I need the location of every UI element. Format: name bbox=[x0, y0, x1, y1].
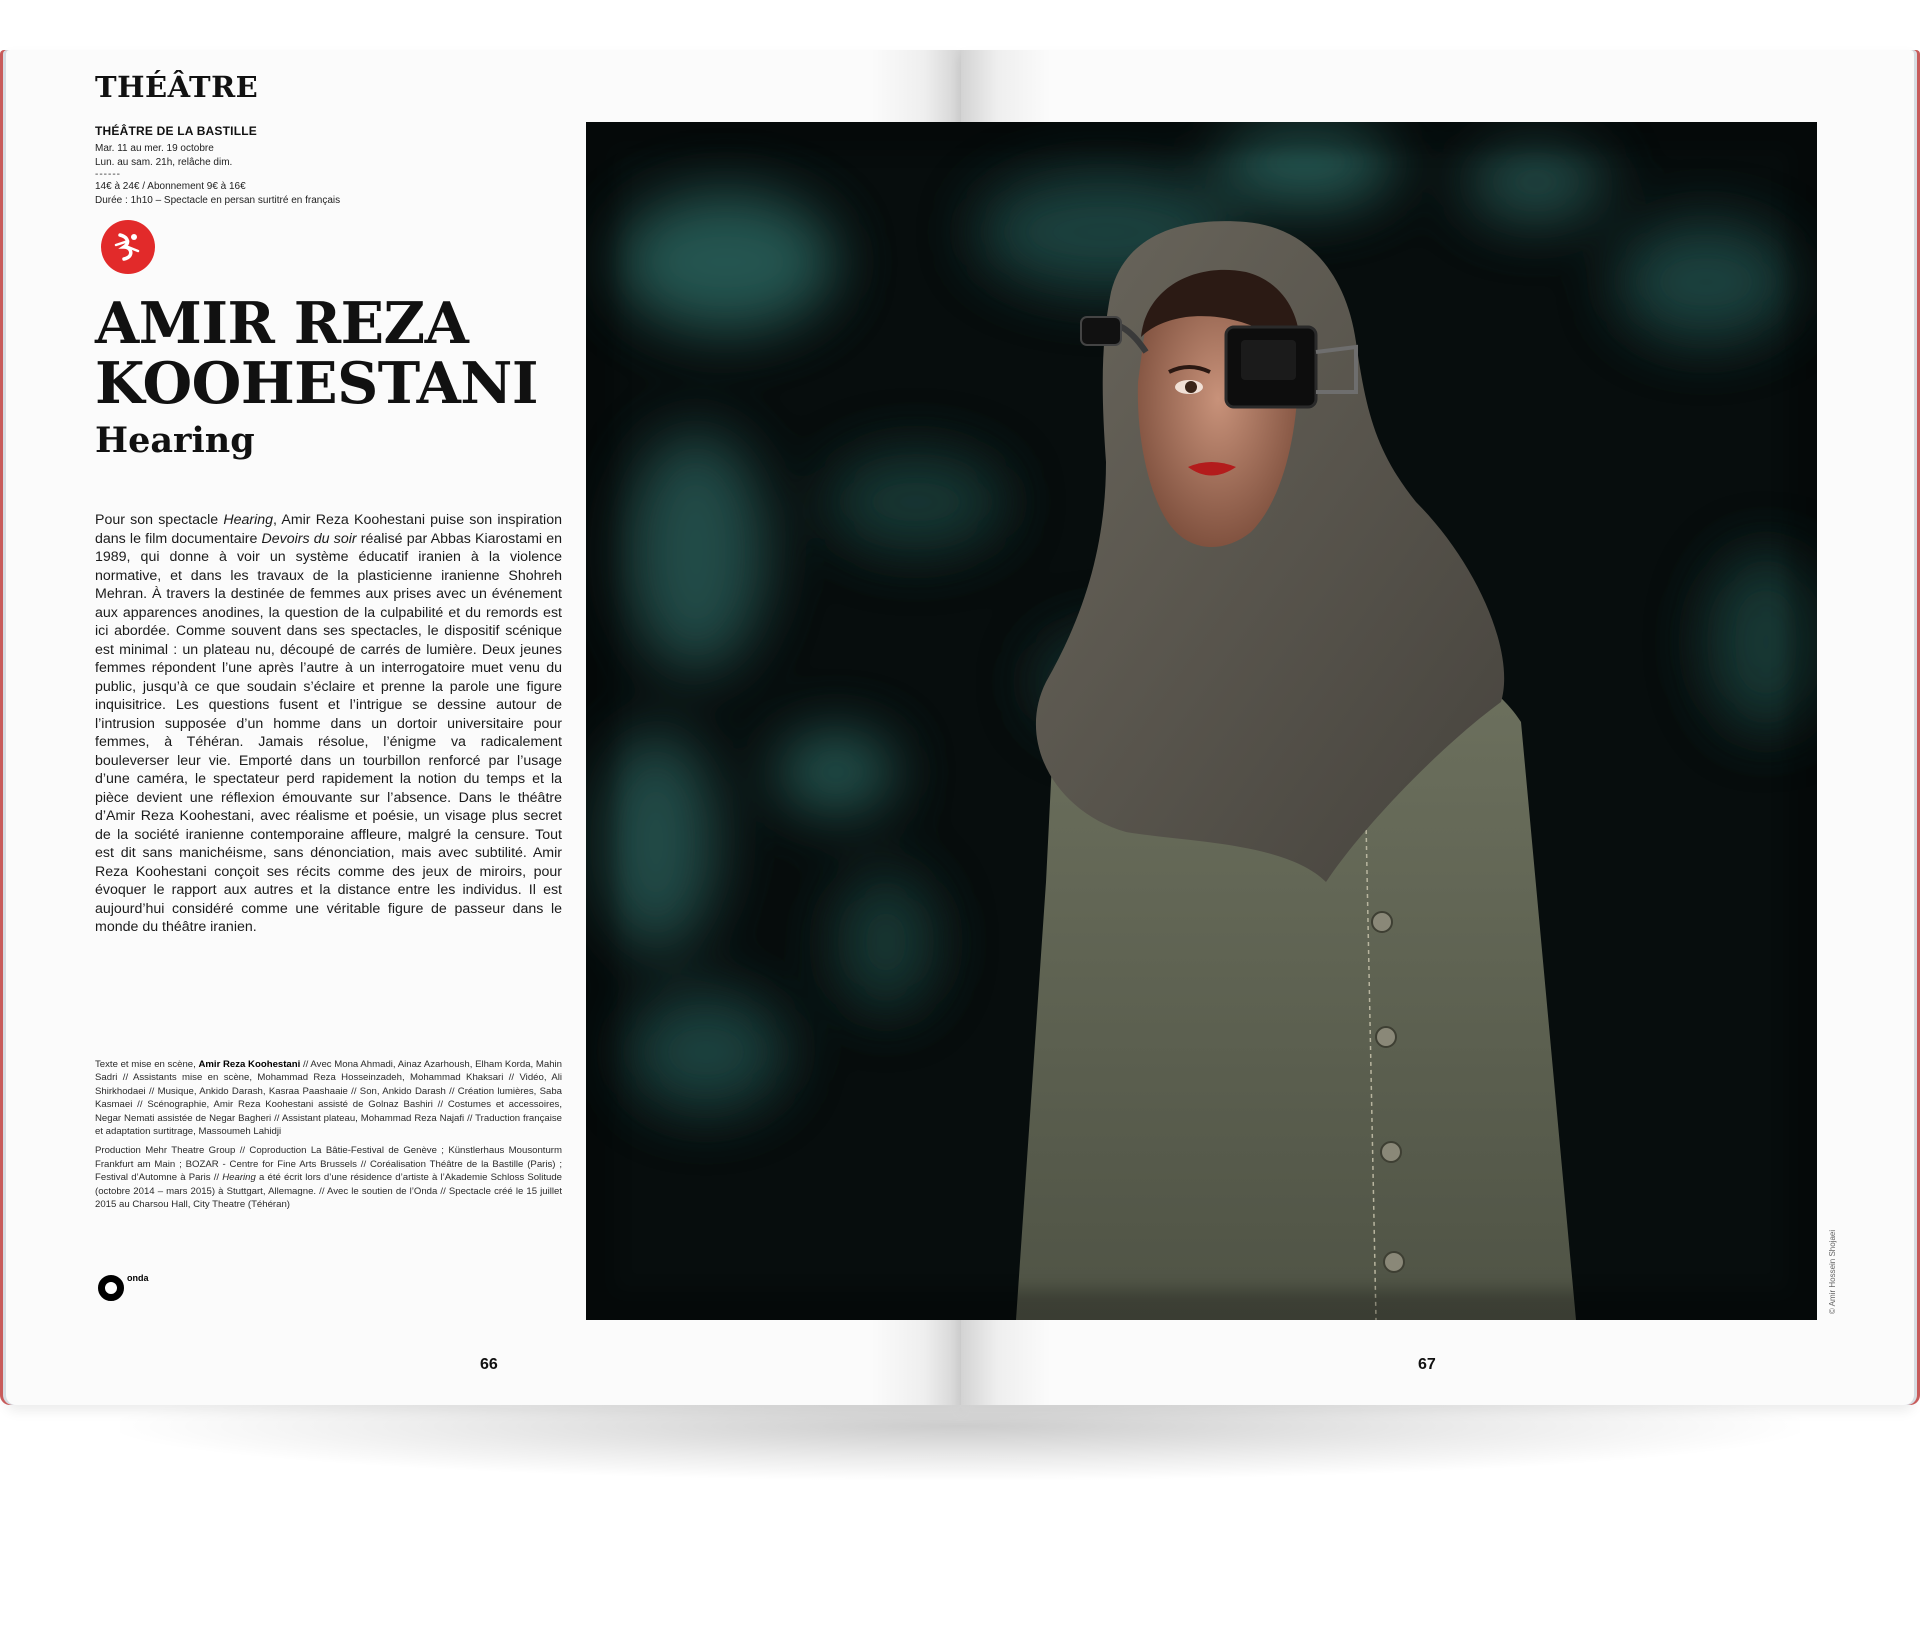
section-title: THÉÂTRE bbox=[95, 70, 259, 104]
photo-credit: © Amir Hossein Shojaei bbox=[1828, 1229, 1837, 1314]
performance-photo bbox=[586, 122, 1817, 1320]
performance-photo-illustration bbox=[586, 122, 1817, 1320]
show-title: Hearing bbox=[95, 420, 255, 461]
artist-name-line-1: AMIR REZA bbox=[95, 290, 469, 357]
page-number-right: 67 bbox=[1418, 1356, 1436, 1373]
page-number-left: 66 bbox=[480, 1356, 498, 1373]
article-column bbox=[95, 70, 562, 937]
bastille-logo-glyph bbox=[108, 227, 148, 267]
event-schedule: Lun. au sam. 21h, relâche dim. bbox=[95, 157, 233, 168]
article-body-show-title: Hearing bbox=[223, 512, 274, 528]
onda-ring-icon bbox=[98, 1275, 124, 1301]
eye-iris bbox=[1185, 381, 1197, 393]
article-body-part: réalisé par Abbas Kiarostami en 1989, qui donne à voir un système éducatif iranien à la violence normative, et dans les travaux de la plasticienne iranienne Shohreh Mehran. À travers la destinée de femmes aux prises avec un événement aux apparences anodines, la question de la culpabilité et du remords est ici abordée. Comme souvent dans ses spectacles, le dispositif scénique est minimal : un plateau nu, découpé de carrés de lumière. Deux jeunes femmes répondent l’une après l’autre à un interrogatoire muet venu du public, jusqu’à ce que soudain s’éclaire et prenne la parole une figure inquisitrice. Les questions fusent et l’intrigue se dessine autour de l’intrusion supposée d’un homme dans un dortoir universitaire pour femmes, à Téhéran. Jamais résolue, l’énigme va radicalement bouleverser leur vie. Emporté dans un tourbillon renforcé par l’usage d’une caméra, le spectateur perd rapidement la notion du temps et la pièce devient une réflexion émouvante sur l’absence. Dans le théâtre d’Amir Reza Koohestani, avec réalisme et poésie, un visage plus secret de la société iranienne contemporaine affleure, malgré la censure. Tout est dit sans manichéisme, sans dénonciation, mais avec subtilité. Amir Reza Koohestani conçoit ses récits comme des jeux de miroirs, pour évoquer le rapport aux autres et la distance entre les individus. Il est aujourd’hui considéré comme une véritable figure de passeur dans le monde du théâtre iranien. bbox=[95, 530, 563, 935]
info-separator: ------ bbox=[95, 169, 121, 180]
article-body-part: , Amir Reza Koohestani puise son inspiration dans le film documentaire bbox=[95, 512, 562, 547]
artist-name-line-2: KOOHESTANI bbox=[95, 350, 539, 417]
venue-name: THÉÂTRE DE LA BASTILLE bbox=[95, 124, 257, 138]
bastille-logo-icon bbox=[101, 220, 155, 274]
event-dates: Mar. 11 au mer. 19 octobre bbox=[95, 143, 214, 154]
credits-production-title: Hearing bbox=[222, 1172, 256, 1184]
credits-block bbox=[95, 1058, 562, 1217]
credits-production bbox=[95, 1144, 562, 1211]
event-prices: 14€ à 24€ / Abonnement 9€ à 16€ bbox=[95, 181, 246, 192]
onda-logo bbox=[98, 1275, 149, 1301]
article-body-film-title: Devoirs du soir bbox=[261, 530, 357, 547]
article-body bbox=[95, 511, 562, 937]
credits-lead: Texte et mise en scène, bbox=[95, 1059, 199, 1070]
event-duration: Durée : 1h10 – Spectacle en persan surtitré en français bbox=[95, 195, 341, 206]
artist-name bbox=[95, 290, 562, 417]
article-body-part: Pour son spectacle bbox=[95, 512, 224, 528]
credits-director: Amir Reza Koohestani bbox=[198, 1059, 301, 1070]
onda-label: onda bbox=[127, 1273, 149, 1283]
credits-production-part: Production Mehr Theatre Group // Coproduction La Bâtie-Festival de Genève ; Künstlerhaus Mousonturm Frankfurt am Main ; BOZAR - Centre for Fine Arts Brussels // Coréalisation Théâtre de la Bastille (Paris) ; Festival d’Automne à Paris // bbox=[95, 1145, 562, 1184]
credits-cast-list: // Avec Mona Ahmadi, Ainaz Azarhoush, Elham Korda, Mahin Sadri // Assistants mise en scène, Mohammad Reza Hosseinzadeh, Mohammad Khaksari // Vidéo, Ali Shirkhodaei // Musique, Ankido Darash, Kasraa Paashaaie // Son, Ankido Darash // Création lumières, Saba Kasmaei // Scénographie, Amir Reza Koohestani assisté de Golnaz Bashiri // Costumes et accessoires, Negar Nemati assistée de Negar Bagheri // Assistant plateau, Mohammad Reza Najafi // Traduction française et adaptation surtitrage, Massoumeh Lahidji bbox=[95, 1059, 562, 1138]
credits-cast bbox=[95, 1058, 562, 1138]
credits-production-part: a été écrit lors d’une résidence d’artiste à l’Akademie Schloss Solitude (octobre 2014 – mars 2015) à Stuttgart, Allemagne. // Avec le soutien de l’Onda // Spectacle créé le 15 juillet 2015 au Charsou Hall, City Theatre (Téhéran) bbox=[95, 1172, 562, 1211]
